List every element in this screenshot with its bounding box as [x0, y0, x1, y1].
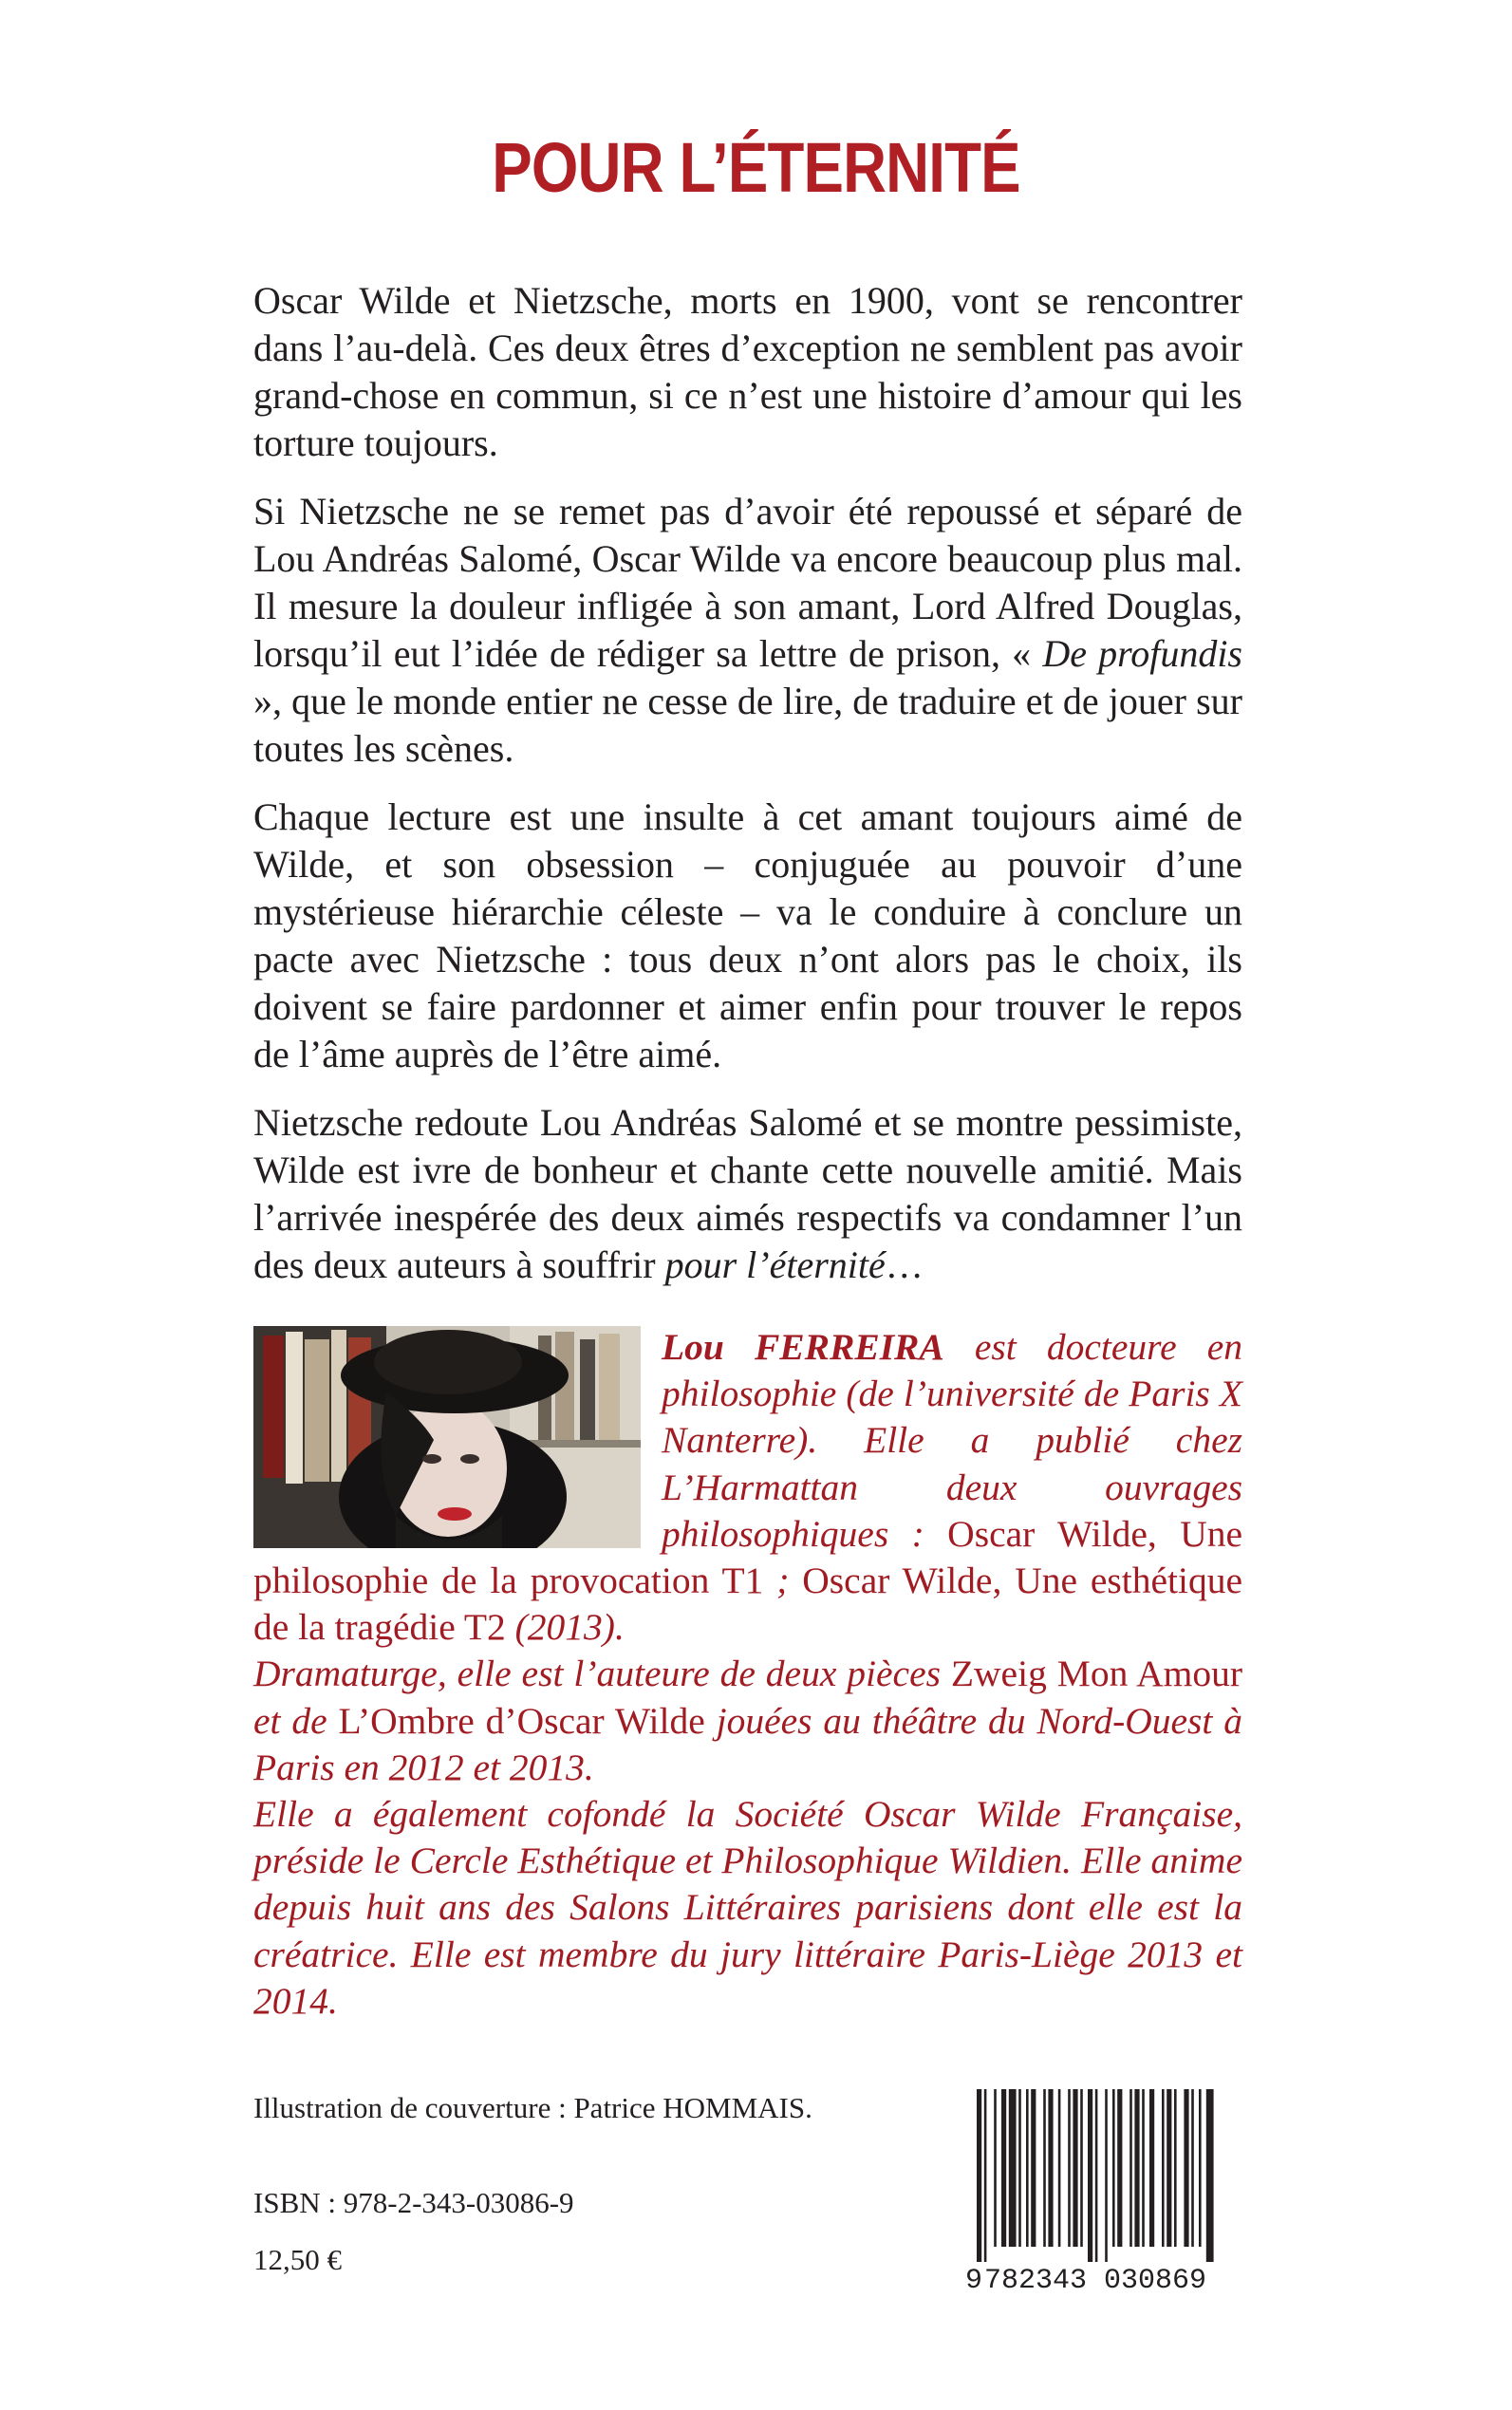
barcode-bar	[1018, 2089, 1021, 2247]
barcode-bar	[1073, 2089, 1077, 2247]
author-bio-text-2c: jouées au théâtre du Nord-Ouest à Paris en 2012 et 2013.	[253, 1699, 1242, 1788]
barcode-bar	[1009, 2089, 1017, 2247]
barcode-bar	[1149, 2089, 1154, 2247]
barcode-bar	[1184, 2089, 1188, 2247]
blurb-paragraph-1: Oscar Wilde et Nietzsche, morts en 1900, vont se rencontrer dans l’au-delà. Ces deux êtres d’exception ne semblent pas avoir grand-chose en commun, si ce n’est une histoire d’amour qui les torture toujours.	[253, 279, 1242, 464]
author-book-2: Oscar Wilde, Une esthétique de la tragédie T2	[253, 1560, 1242, 1649]
barcode-bar	[1080, 2089, 1083, 2247]
author-portrait-image	[253, 1326, 641, 1548]
barcode-bar	[1088, 2089, 1092, 2262]
barcode-bar	[1001, 2089, 1006, 2247]
author-bio-text-2a: Dramaturge, elle est l’auteure de deux pièces	[253, 1653, 951, 1695]
barcode-bar	[1142, 2089, 1145, 2247]
blurb-paragraph-4	[253, 1099, 1242, 1289]
barcode-bar	[1117, 2089, 1122, 2247]
author-bio	[253, 1324, 1242, 2025]
barcode-bar	[1206, 2089, 1214, 2262]
isbn: ISBN : 978-2-343-03086-9	[253, 2186, 574, 2219]
barcode-digit-lead: 9	[965, 2265, 983, 2297]
barcode-bar	[1199, 2089, 1202, 2247]
author-book-separator: ;	[763, 1560, 803, 1602]
barcode-bar	[1031, 2089, 1036, 2247]
barcode-bar	[1174, 2089, 1177, 2247]
blurb-paragraph-3: Chaque lecture est une insulte à cet amant toujours aimé de Wilde, et son obsession – conjuguée au pouvoir d’une mystérieuse hiérarchie céleste – va le conduire à conclure un pacte avec Nietzsche : tous deux n’ont alors pas le choix, ils doivent se faire pardonner et aimer enfin pour trouver le repos de l’âme auprès de l’être aimé.	[253, 795, 1242, 1075]
blurb-work-title: De profundis	[1042, 632, 1243, 675]
barcode-bar	[1105, 2089, 1108, 2262]
author-book-year: (2013).	[505, 1606, 625, 1649]
blurb-emphasis: pour l’éternité	[664, 1243, 886, 1286]
book-blurb	[253, 277, 1242, 1310]
price: 12,50 €	[253, 2243, 342, 2276]
barcode-bar	[1134, 2089, 1139, 2247]
barcode-bar	[1095, 2089, 1098, 2262]
author-bio-text-1: est docteure en philosophie (de l’université de Paris X Nanterre). Elle a publié chez L’Harmattan deux ouvrages philosophiques :	[662, 1326, 1242, 1555]
barcode-bar	[1191, 2089, 1194, 2247]
barcode-bar	[1129, 2089, 1132, 2247]
blurb-paragraph-2-text-b: », que le monde entier ne cesse de lire, de traduire et de jouer sur toutes les scènes.	[253, 680, 1242, 770]
book-title: POUR L’ÉTERNITÉ	[492, 128, 1020, 207]
blurb-paragraph-2	[253, 488, 1242, 773]
barcode-bar	[1112, 2089, 1115, 2247]
author-photo	[253, 1326, 641, 1548]
blurb-paragraph-2-text-a: Si Nietzsche ne se remet pas d’avoir été repoussé et séparé de Lou Andréas Salomé, Oscar Wilde va encore beaucoup plus mal. Il mesure la douleur infligée à son amant, Lord Alfred Douglas, lorsqu’il eut l’idée de rédiger sa lettre de prison, «	[253, 490, 1242, 675]
illustration-credit: Illustration de couverture : Patrice HOMMAIS.	[253, 2091, 812, 2124]
blurb-paragraph-4-text-a: Nietzsche redoute Lou Andréas Salomé et se montre pessimiste, Wilde est ivre de bonheur et chante cette nouvelle amitié. Mais l’arrivée inespérée des deux aimés respectifs va condamner l’un des deux auteurs à souffrir	[253, 1101, 1242, 1286]
author-play-2: L’Ombre d’Oscar Wilde	[338, 1699, 705, 1742]
barcode-bar	[1162, 2089, 1165, 2247]
author-book-1: Oscar Wilde, Une philosophie de la provocation T1	[253, 1512, 1242, 1602]
author-play-1: Zweig Mon Amour	[950, 1653, 1242, 1695]
barcode-bar	[1058, 2089, 1061, 2247]
barcode-bar	[1048, 2089, 1053, 2247]
barcode	[944, 2085, 1231, 2299]
barcode-bar	[977, 2089, 981, 2262]
barcode-bar	[1068, 2089, 1071, 2247]
author-bio-paragraph-2	[253, 1651, 1242, 1791]
barcode-bar	[994, 2089, 997, 2247]
barcode-bar	[1026, 2089, 1029, 2247]
author-bio-paragraph-3: Elle a également cofondé la Société Oscar Wilde Française, préside le Cercle Esthétique et Philosophique Wildien. Elle anime depuis huit ans des Salons Littéraires parisiens dont elle est la créatrice. Elle est membre du jury littéraire Paris-Liège 2013 et 2014.	[253, 1793, 1242, 2022]
barcode-digits-right: 030869	[1104, 2265, 1207, 2297]
barcode-digits-left: 782343	[984, 2265, 1088, 2297]
blurb-paragraph-4-text-b: …	[885, 1243, 924, 1286]
barcode-bar	[1167, 2089, 1171, 2247]
author-name: Lou FERREIRA	[662, 1326, 944, 1368]
barcode-bar	[984, 2089, 987, 2262]
barcode-bar	[1043, 2089, 1046, 2247]
author-bio-text-2b: et de	[253, 1699, 339, 1742]
